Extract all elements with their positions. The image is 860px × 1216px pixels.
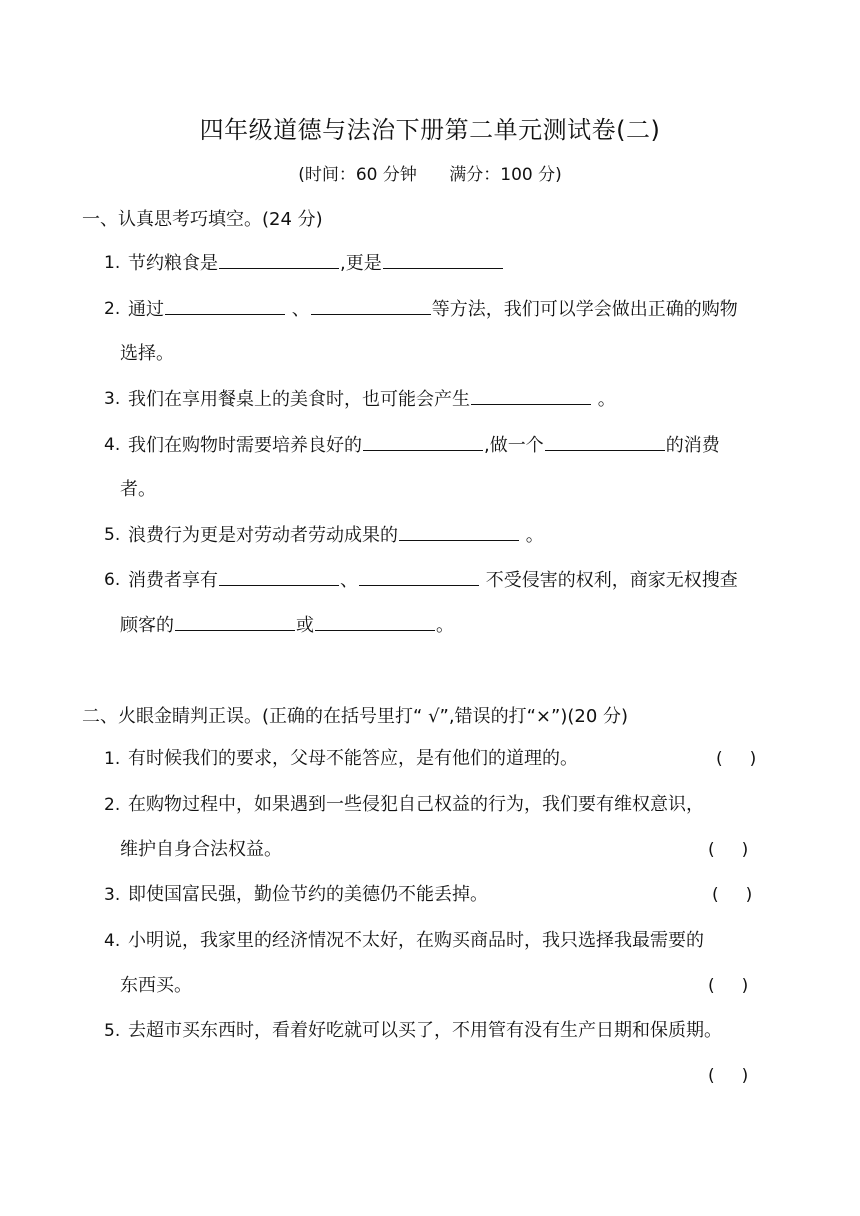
page-title: 四年级道德与法治下册第二单元测试卷(二) [199, 116, 661, 144]
judge-question-2-cont: 维护自身合法权益。 [120, 839, 282, 860]
question-number: 2. [104, 299, 121, 319]
answer-parentheses[interactable]: ( ) [708, 840, 749, 860]
fill-question-6 [128, 567, 738, 594]
answer-blank[interactable] [383, 250, 503, 269]
fill-question-5 [128, 522, 544, 549]
question-text: 消费者享有 [128, 570, 218, 591]
fill-question-2 [128, 296, 738, 323]
answer-parentheses[interactable]: ( ) [708, 1066, 749, 1086]
question-text: 或 [296, 615, 314, 636]
question-text: 不受侵害的权利，商家无权搜查 [480, 570, 738, 591]
question-text: 。 [592, 389, 616, 410]
answer-blank[interactable] [315, 612, 435, 631]
fill-question-3 [128, 386, 616, 413]
question-text: 、 [340, 570, 358, 591]
question-text: ,做一个 [484, 435, 544, 456]
answer-blank[interactable] [359, 567, 479, 586]
question-text: 节约粮食是 [128, 253, 218, 274]
question-number: 2. [104, 795, 121, 815]
answer-blank[interactable] [311, 296, 431, 315]
question-number: 1. [104, 253, 121, 273]
fill-question-4-cont: 者。 [120, 479, 156, 500]
question-text: 我们在享用餐桌上的美食时，也可能会产生 [128, 389, 470, 410]
answer-blank[interactable] [219, 250, 339, 269]
judge-question-5: 去超市买东西时，看着好吃就可以买了，不用管有没有生产日期和保质期。 [128, 1020, 722, 1041]
judge-question-1: 有时候我们的要求，父母不能答应，是有他们的道理的。 [128, 748, 578, 769]
question-text: 浪费行为更是对劳动者劳动成果的 [128, 525, 398, 546]
judge-question-4-cont: 东西买。 [120, 975, 192, 996]
question-text: 顾客的 [120, 615, 174, 636]
answer-blank[interactable] [175, 612, 295, 631]
question-number: 1. [104, 749, 121, 769]
fill-question-4 [128, 432, 720, 459]
question-text: 。 [520, 525, 544, 546]
answer-parentheses[interactable]: ( ) [716, 749, 757, 769]
answer-blank[interactable] [545, 432, 665, 451]
question-text: 。 [436, 615, 454, 636]
question-text: 通过 [128, 299, 164, 320]
fill-question-6-cont [120, 612, 454, 639]
fill-question-1 [128, 250, 504, 277]
question-number: 4. [104, 931, 121, 951]
section-2-heading: 二、火眼金睛判正误。(正确的在括号里打“ √”,错误的打“×”)(20 分) [82, 706, 629, 727]
answer-blank[interactable] [363, 432, 483, 451]
answer-parentheses[interactable]: ( ) [708, 976, 749, 996]
section-1-heading: 一、认真思考巧填空。(24 分) [82, 209, 323, 230]
question-text: 、 [286, 299, 310, 320]
answer-blank[interactable] [219, 567, 339, 586]
answer-blank[interactable] [399, 522, 519, 541]
fill-question-2-cont: 选择。 [120, 343, 174, 364]
answer-parentheses[interactable]: ( ) [712, 885, 753, 905]
judge-question-2: 在购物过程中，如果遇到一些侵犯自己权益的行为，我们要有维权意识， [128, 794, 704, 815]
question-text: ,更是 [340, 253, 382, 274]
question-text: 等方法，我们可以学会做出正确的购物 [431, 299, 738, 320]
question-number: 5. [104, 525, 121, 545]
question-text: 的消费 [665, 435, 720, 456]
question-number: 4. [104, 435, 121, 455]
answer-blank[interactable] [165, 296, 285, 315]
question-number: 3. [104, 389, 121, 409]
judge-question-3: 即使国富民强，勤俭节约的美德仍不能丢掉。 [128, 884, 488, 905]
question-number: 5. [104, 1021, 121, 1041]
judge-question-4: 小明说，我家里的经济情况不太好，在购买商品时，我只选择我最需要的 [128, 930, 704, 951]
question-number: 3. [104, 885, 121, 905]
exam-info: (时间：60 分钟 满分：100 分) [298, 165, 562, 185]
question-number: 6. [104, 570, 121, 590]
question-text: 我们在购物时需要培养良好的 [128, 435, 362, 456]
answer-blank[interactable] [471, 386, 591, 405]
